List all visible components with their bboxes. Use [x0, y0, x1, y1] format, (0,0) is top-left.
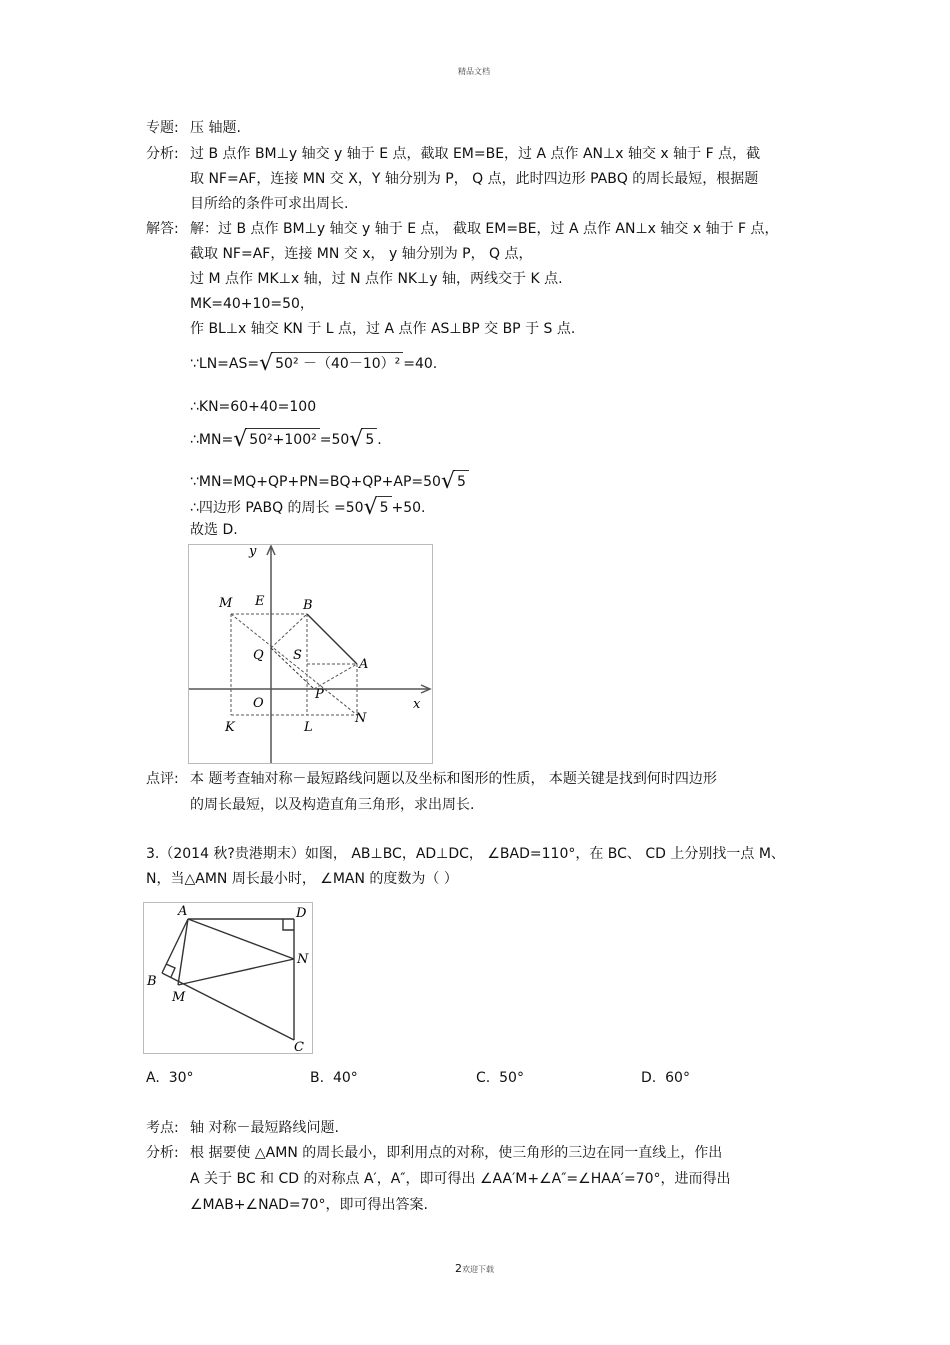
analysis-line-2: 取 NF=AF，连接 MN 交 X，Y 轴分别为 P， Q 点，此时四边形 PABQ 的周长最短，根据题 [190, 171, 759, 187]
topic-label: 专题: [146, 120, 179, 136]
page-footer [455, 1262, 494, 1275]
perimeter-suffix: +50. [391, 500, 426, 516]
radicand: 50² －（40－10）² [273, 352, 403, 373]
option-c-value: 50° [499, 1070, 524, 1086]
solution-line-3: 过 M 点作 MK⊥x 轴，过 N 点作 NK⊥y 轴，两线交于 K 点. [190, 271, 563, 287]
mn-equation-mid: =50 [319, 432, 350, 448]
line-ba [307, 614, 357, 664]
solution-line-2: 截取 NF=AF，连接 MN 交 x， y 轴分别为 P， Q 点， [190, 246, 533, 262]
label-l: L [304, 720, 313, 735]
sqrt-sign: √ [349, 427, 364, 452]
option-b-value: 40° [332, 1070, 358, 1086]
label-m: M [172, 990, 186, 1005]
option-b[interactable] [310, 1069, 358, 1087]
coordinate-figure-svg [189, 545, 432, 763]
q3-analysis-line-1: 根 据要使 △AMN 的周长最小，即利用点的对称，使三角形的三边在同一直线上，作出 [190, 1145, 723, 1161]
radicand: 5 [378, 496, 392, 517]
line-mn [178, 959, 294, 985]
line-an [188, 919, 294, 959]
label-p: P [315, 687, 324, 702]
ln-equation-prefix: ∵LN=AS= [190, 356, 260, 372]
label-o: O [253, 696, 264, 711]
option-c-letter: C. [476, 1070, 491, 1086]
solution-line-5: 作 BL⊥x 轴交 KN 于 L 点，过 A 点作 AS⊥BP 交 BP 于 S 点. [190, 321, 576, 337]
solution-label: 解答: [146, 221, 179, 237]
right-angle-d [283, 919, 294, 930]
mn-equation-prefix: ∴MN= [190, 432, 234, 448]
radicand: 50²+100² [247, 428, 320, 449]
comment-line-2: 的周长最短，以及构造直角三角形，求出周长. [190, 797, 475, 813]
topic-text: 压 轴题. [190, 120, 241, 136]
radicand: 5 [455, 470, 469, 491]
line-qb [271, 614, 307, 648]
label-a: A [359, 657, 369, 672]
footer-text: 欢迎下载 [462, 1265, 494, 1274]
mn-equation-suffix: . [377, 432, 382, 448]
option-a[interactable] [146, 1069, 194, 1087]
label-s: S [293, 648, 302, 663]
analysis-line-1: 过 B 点作 BM⊥y 轴交 y 轴于 E 点，截取 EM=BE，过 A 点作 AN⊥x 轴交 x 轴于 F 点，截 [190, 146, 761, 162]
solution-line-7: ∴KN=60+40=100 [190, 399, 317, 415]
comment-label: 点评: [146, 771, 179, 787]
coordinate-figure [188, 544, 433, 764]
solution-line-9 [190, 469, 469, 494]
sqrt-sign: √ [233, 427, 248, 452]
line-bc [162, 973, 294, 1040]
kaodian-text: 轴 对称－最短路线问题. [190, 1120, 339, 1136]
solution-line-4: MK=40+10=50， [190, 296, 314, 312]
quadrilateral-figure-svg [144, 903, 312, 1053]
kaodian-label: 考点: [146, 1120, 179, 1136]
label-a: A [178, 904, 188, 919]
option-d-value: 60° [665, 1070, 690, 1086]
label-b: B [303, 598, 313, 613]
quadrilateral-figure [143, 902, 313, 1054]
label-n: N [355, 711, 367, 726]
label-b: B [147, 974, 157, 989]
label-d: D [296, 906, 307, 921]
option-d-letter: D. [641, 1070, 657, 1086]
label-n: N [297, 952, 309, 967]
analysis-line-3: 目所给的条件可求出周长. [190, 196, 349, 212]
option-a-letter: A. [146, 1070, 160, 1086]
radicand: 5 [363, 428, 377, 449]
perimeter-prefix: ∴四边形 PABQ 的周长 =50 [190, 500, 364, 516]
label-y: y [249, 545, 257, 559]
option-b-letter: B. [310, 1070, 325, 1086]
option-d[interactable] [641, 1069, 690, 1087]
solution-line-11: 故选 D. [190, 522, 238, 538]
q3-analysis-line-2: A 关于 BC 和 CD 的对称点 A′，A″，即可得出 ∠AA′M+∠A″=∠HAA′=70°，进而得出 [190, 1171, 731, 1187]
comment-line-1: 本 题考查轴对称－最短路线问题以及坐标和图形的性质， 本题关键是找到何时四边形 [190, 771, 717, 787]
question-3-stem-line-1: 3.（2014 秋?贵港期末）如图， AB⊥BC，AD⊥DC， ∠BAD=110°，在 BC、 CD 上分别找一点 M、 [146, 846, 785, 862]
label-m: M [219, 596, 233, 611]
solution-line-1: 解：过 B 点作 BM⊥y 轴交 y 轴于 E 点， 截取 EM=BE，过 A 点作 AN⊥x 轴交 x 轴于 F 点， [190, 221, 779, 237]
label-e: E [255, 594, 265, 609]
analysis-label: 分析: [146, 146, 179, 162]
solution-line-10 [190, 495, 426, 520]
sqrt-sign: √ [440, 469, 455, 494]
solution-line-6 [190, 351, 438, 376]
page-number: 2 [455, 1262, 462, 1275]
q3-analysis-line-3: ∠MAB+∠NAD=70°，即可得出答案. [190, 1197, 428, 1213]
sqrt-sign: √ [259, 351, 274, 376]
line-pa [314, 664, 357, 689]
perimeter-sum-prefix: ∵MN=MQ+QP+PN=BQ+QP+AP=50 [190, 474, 441, 490]
sqrt-sign: √ [363, 495, 378, 520]
option-c[interactable] [476, 1069, 524, 1087]
label-q: Q [253, 648, 264, 663]
label-c: C [294, 1040, 304, 1053]
label-k: K [225, 720, 235, 735]
page-header-title: 精品文档 [458, 67, 490, 76]
solution-line-8 [190, 427, 382, 452]
q3-analysis-label: 分析: [146, 1145, 179, 1161]
question-3-stem-line-2: N，当△AMN 周长最小时， ∠MAN 的度数为（ ） [146, 871, 458, 887]
label-x: x [413, 697, 421, 712]
ln-equation-suffix: =40. [403, 356, 438, 372]
option-a-value: 30° [168, 1070, 194, 1086]
